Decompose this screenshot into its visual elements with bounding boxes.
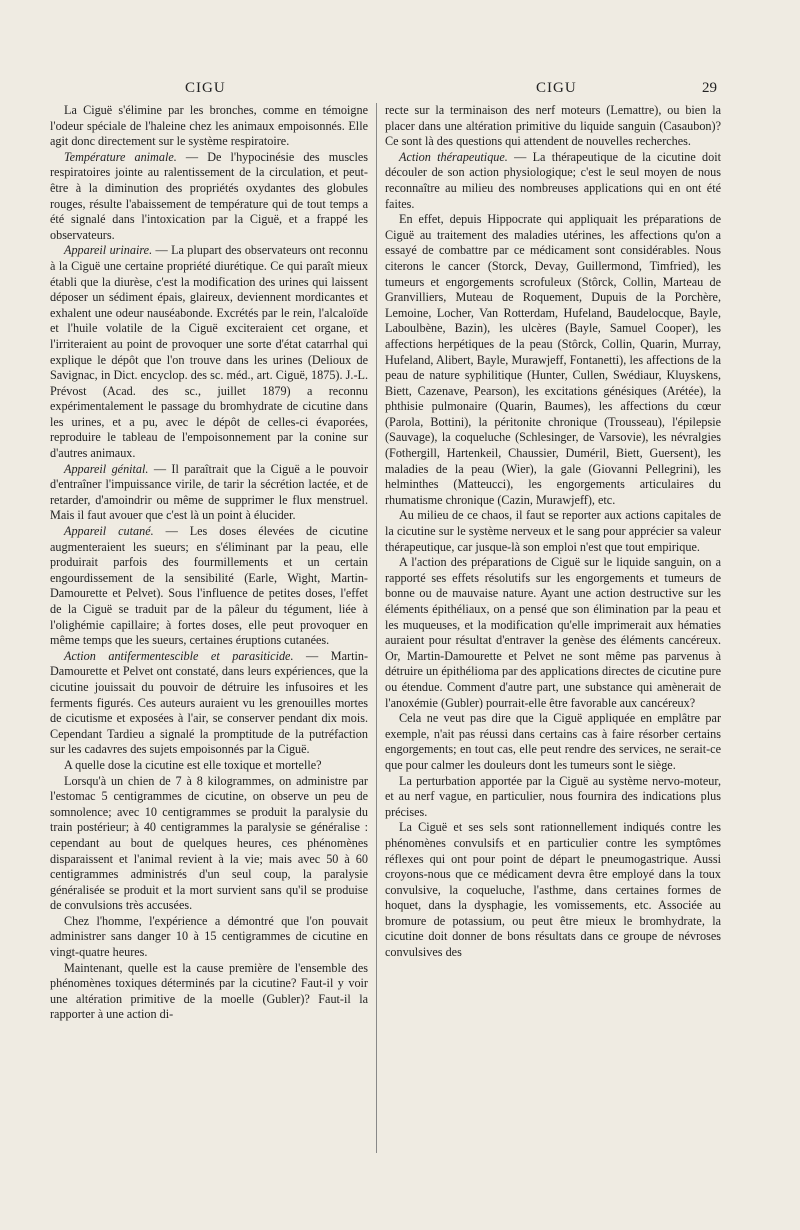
- paragraph-text: — Les doses élevées de cicutine augmenteraient les sueurs; en s'éliminant par la peau, elle produirait parfois des fourmillements et un certain engourdissement de la sensibilité (Earle, Wight, Martin-Damourette et Pelvet). Sous l'influence de petites doses, l'effet de la Ciguë se traduit par de la pâleur du tégument, liée à l'olighémie capillaire; à fortes doses, elle peut provoquer en même temps que les sueurs, certaines éruptions cutanées.: [50, 524, 368, 648]
- paragraph: [385, 820, 721, 960]
- paragraph: [385, 103, 721, 150]
- paragraph: [385, 711, 721, 773]
- paragraph: [385, 212, 721, 508]
- paragraph-text: Chez l'homme, l'expérience a démontré que l'on pouvait administrer sans danger 10 à 15 centigrammes de cicutine en vingt-quatre heures.: [50, 913, 368, 960]
- paragraph-text: En effet, depuis Hippocrate qui appliquait les préparations de Ciguë au traitement des maladies utérines, les affections qu'on a essayé de combattre par ce médicament sont considérables. Nous citerons le cancer (Storck, Devay, Guillermond, Timfried), les tumeurs et engorgements scrofuleux (Stôrck, Collin, Marteau de Granvilliers, Muteau de Roquement, Dupuis de la Porchère, Lemoine, Locher, Van Rotterdam, Hufeland, Baudelocque, Bayle, Laboulbène, Bazin), les ulcères (Bayle, Samuel Cooper), les affections herpétiques de la peau (Stôrck, Collin, Quarin, Murray, Hufeland, Alibert, Bayle, Murawjeff, Fontanetti), les affections de la peau de nature syphilitique (Hunter, Cullen, Swédiaur, Kluyskens, Biett, Cazenave, Pearson), les excitations génésiques (Arétée), la phthisie pulmonaire (Quarin, Baumes), les affections du cœur (Parola, Bottini), la péritonite chronique (Trousseau), l'épilepsie (Sauvage), la coqueluche (Schlesinger, de Varsovie), les névralgies (Fothergill, Hartenkeil, Chaussier, Duméril, Biett, Guersent), les maladies de la peau (Wier), la gale (Giovanni Pellegrini), les helminthes (Matteucci), les engorgements articulaires du rhumatisme chronique (Cazin, Murawjeff), etc.: [385, 212, 721, 507]
- paragraph: [50, 649, 368, 758]
- paragraph-text: Au milieu de ce chaos, il faut se reporter aux actions capitales de la cicutine sur le système nerveux et le sang pour apprécier sa valeur thérapeutique, car jusque-là son emploi n'est que tout empirique.: [385, 508, 721, 554]
- section-lead: Action thérapeutique.: [399, 149, 508, 164]
- section-lead: Appareil génital.: [64, 461, 149, 476]
- paragraph: [50, 914, 368, 961]
- paragraph: [50, 103, 368, 150]
- paragraph-text: recte sur la terminaison des nerf moteurs (Lemattre), ou bien la placer dans une altération primitive du liquide sanguin (Casaubon)? Ce sont là des questions qui attendent de nouvelles recherches.: [385, 103, 721, 149]
- paragraph-text: La Ciguë et ses sels sont rationnellement indiqués contre les phénomènes convulsifs et en particulier contre les symptômes réflexes qui ont pour point de départ le pneumogastrique. Aussi croyons-nous que ce médicament devra être employé dans la toux convulsive, la coqueluche, l'asthme, dans certaines formes de hoquet, dans la dysphagie, les vomissements, etc. Associée au bromure de potassium, ou peut être mieux le bromhydrate, la cicutine doit donner de bons résultats dans ce groupe de névroses convulsives des: [385, 820, 721, 960]
- paragraph: [50, 774, 368, 914]
- running-header-right: CIGU: [536, 80, 577, 96]
- section-lead: Température animale.: [64, 149, 177, 164]
- paragraph: [50, 243, 368, 461]
- paragraph-text: La perturbation apportée par la Ciguë au système nervo-moteur, et au nerf vague, en particulier, nous fournira des indications plus précises.: [385, 773, 721, 819]
- paragraph: [50, 961, 368, 1023]
- paragraph-text: — La plupart des observateurs ont reconnu à la Ciguë une certaine propriété diurétique. Ce qui paraît mieux établi que la diurèse, c'est la modification des urines qui laissent déposer un sédiment épais, glaireux, deviennent mordicantes et exhalent une odeur nauséabonde. Excrétés par le rein, l'alcaloïde et l'huile volatile de la Ciguë exciteraient cet organe, et l'irriteraient au point de provoquer une sorte d'état catarrhal qui explique le dépôt que l'on trouve dans les urines (Delioux de Savignac, in Dict. encyclop. des sc. méd., art. Ciguë, 1875). J.-L. Prévost (Acad. des sc., juillet 1879) a reconnu expérimentalement le passage du bromhydrate de cicutine dans les urines, et a pu, avec le dépôt de celles-ci évaporées, reproduire le tableau de l'empoisonnement par la conine sur d'autres animaux.: [50, 243, 368, 461]
- paragraph-text: A l'action des préparations de Ciguë sur le liquide sanguin, on a rapporté ses effets résolutifs sur les engorgements et tumeurs de bonne ou de mauvaise nature. Ayant une action destructive sur les éléments épithéliaux, on a pensé que son élimination par la peau et les muqueuses, et la modification qu'elle imprimerait aux hématies auraient pour résultat d'entraver la genèse des éléments cancéreux. Or, Martin-Damourette et Pelvet ne sont même pas parvenus à détruire un épithélioma par des applications directes de cicutine pure ou étendue. Comment d'autre part, une substance qui amènerait de l'anoxémie (Gubler) pourrait-elle être favorable aux cancéreux?: [385, 555, 721, 710]
- paragraph: [50, 150, 368, 244]
- paragraph: [50, 758, 368, 774]
- section-lead: Appareil cutané.: [64, 524, 154, 539]
- paragraph-text: Lorsqu'à un chien de 7 à 8 kilogrammes, on administre par l'estomac 5 centigrammes de cicutine, on observe un peu de somnolence; avec 10 centigrammes se produit la paralysie du train postérieur; à 40 centigrammes la paralysie se généralise : cependant au bout de quelques heures, ces phénomènes disparaissent et l'animal revient à la vie; mais avec 50 à 60 centigrammes administrés d'un seul coup, la paralysie généralisée se produit et la mort survient sans qu'il se produise de convulsions très accusées.: [50, 773, 368, 913]
- column-divider: [376, 103, 377, 1153]
- page-number: 29: [702, 80, 717, 96]
- paragraph-text: — Il paraîtrait que la Ciguë a le pouvoir d'entraîner l'impuissance virile, de tarir la sécrétion lactée, et de retarder, d'amoindrir ou même de supprimer le flux menstruel. Mais il faut avouer que c'est là un point à élucider.: [50, 461, 368, 523]
- paragraph: [385, 774, 721, 821]
- paragraph: [50, 462, 368, 524]
- paragraph-text: Cela ne veut pas dire que la Ciguë appliquée en emplâtre par exemple, n'ait pas réussi dans certains cas à faire résorber certains engorgements; en tout cas, elle peut rendre des services, ne serait-ce que pour calmer les douleurs dont les tumeurs sont le siège.: [385, 711, 721, 772]
- paragraph-text: Maintenant, quelle est la cause première de l'ensemble des phénomènes toxiques déterminés par la cicutine? Faut-il y voir une altération primitive de la moelle (Gubler)? Faut-il la rapporter à une action di-: [50, 960, 368, 1022]
- left-column: [50, 103, 368, 1023]
- paragraph: [50, 524, 368, 649]
- section-lead: Action antifermentescible et parasiticide.: [64, 648, 294, 663]
- paragraph: [385, 150, 721, 212]
- paragraph-text: — Martin-Damourette et Pelvet ont constaté, dans leurs expériences, que la cicutine jouissait du pouvoir de détruire les infusoires et les ferments figurés. Ces auteurs auraient vu les grenouilles mortes de cicutisme et exposées à l'air, se conserver pendant dix mois. Cependant Tardieu a signalé la promptitude de la putréfaction sur les cadavres des sujets empoisonnés par la Ciguë.: [50, 648, 369, 757]
- paragraph: [385, 555, 721, 711]
- paragraph-text: — De l'hypocinésie des muscles respiratoires jointe au ralentissement de la circulation, et peut-être à la diminution des propriétés oxydantes des globules rouges, résulte l'abaissement de température qui de tout temps a été signalé dans l'intoxication par la Ciguë, et a frappé les observateurs.: [50, 149, 369, 242]
- section-lead: Appareil urinaire.: [64, 243, 153, 258]
- paragraph-text: La Ciguë s'élimine par les bronches, comme en témoigne l'odeur spéciale de l'haleine chez les animaux empoisonnés. Elle agit donc directement sur le système respiratoire.: [50, 103, 368, 149]
- paragraph-text: — La thérapeutique de la cicutine doit découler de son action physiologique; c'est le seul moyen de nous reconnaître au milieu des nombreuses applications qui en ont été faites.: [385, 149, 721, 211]
- right-column: [385, 103, 721, 961]
- running-header-left: CIGU: [185, 80, 226, 96]
- paragraph-text: A quelle dose la cicutine est elle toxique et mortelle?: [64, 757, 322, 772]
- paragraph: [385, 508, 721, 555]
